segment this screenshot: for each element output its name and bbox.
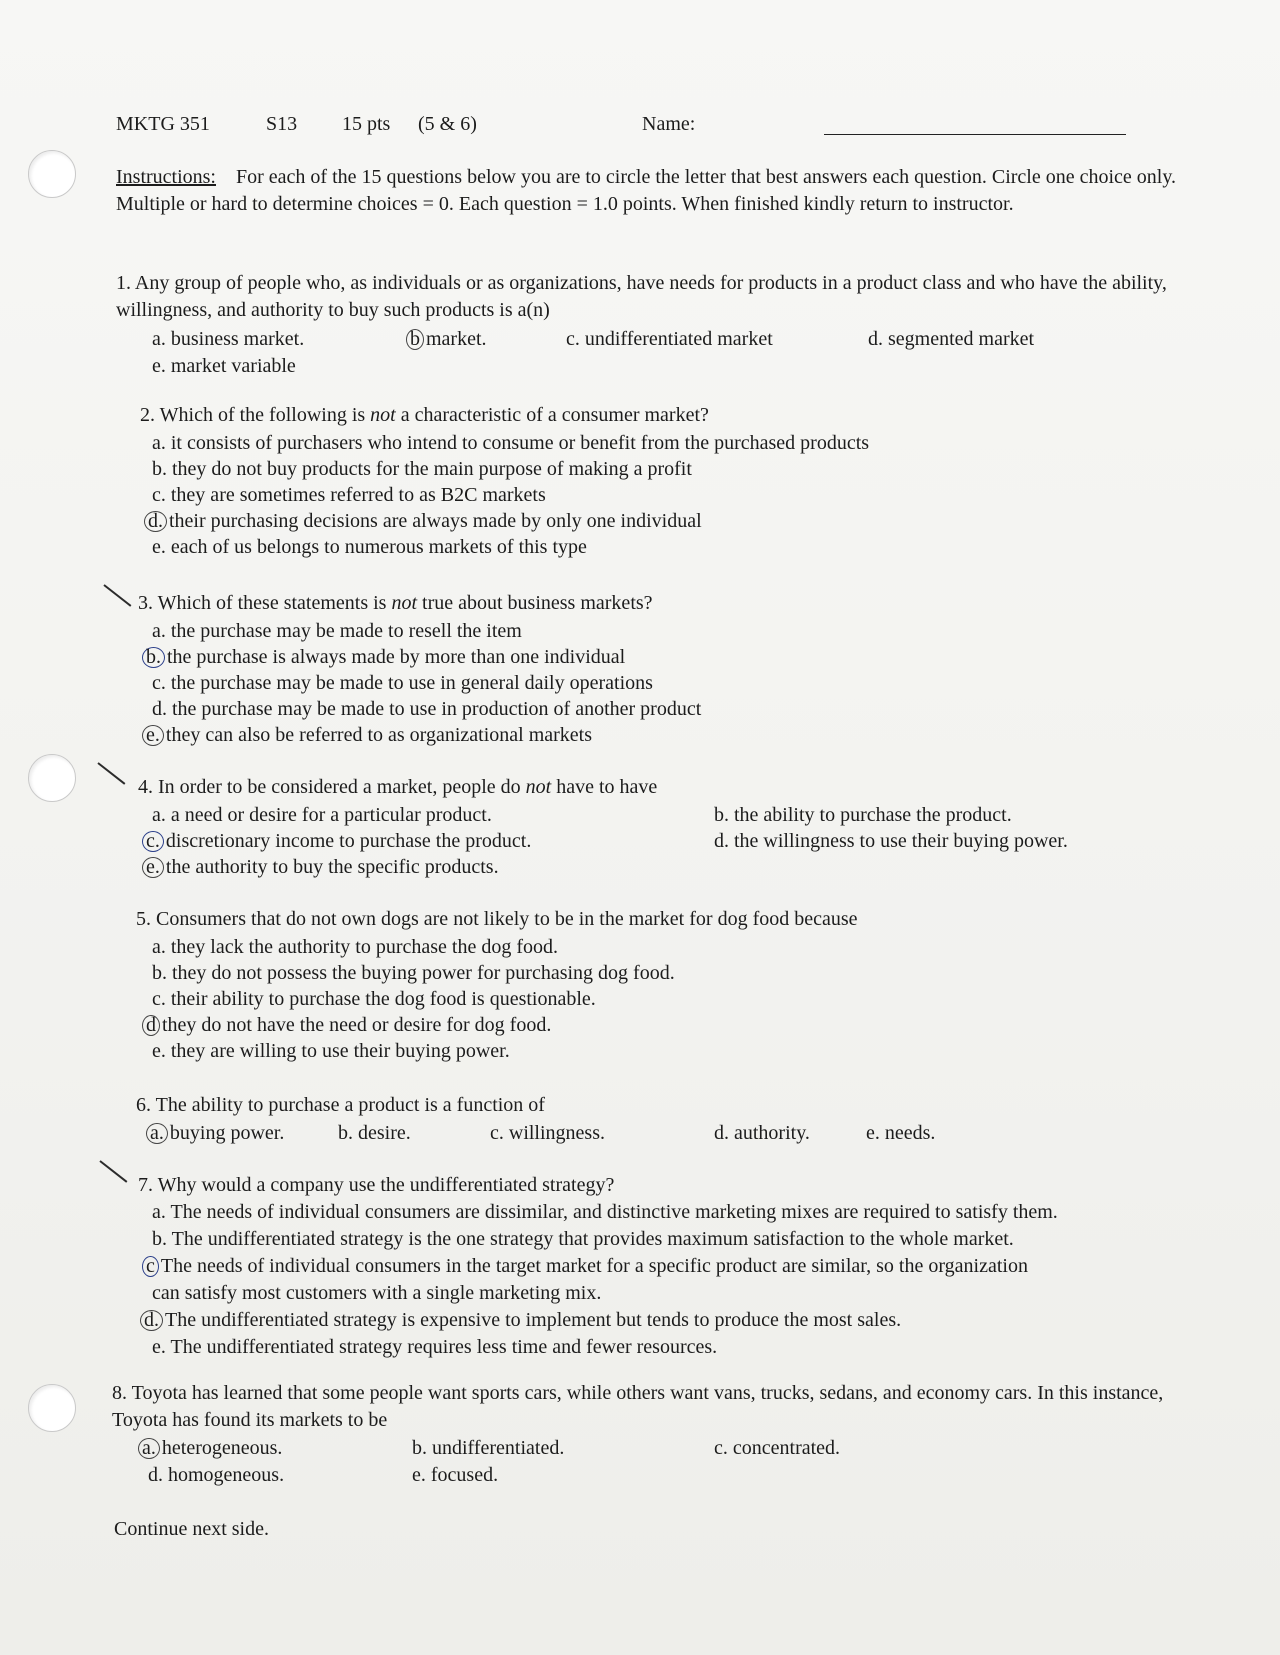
question-stem: 4. In order to be considered a market, people do not have to have (138, 776, 658, 798)
option-d[interactable]: d. segmented market (868, 328, 1035, 350)
answer-circle: e. (142, 857, 164, 878)
option-c[interactable]: c. concentrated. (714, 1437, 841, 1459)
option-c[interactable]: c. the purchase may be made to use in general daily operations (152, 672, 653, 694)
punch-hole-middle (28, 754, 76, 802)
answer-circle: b (406, 329, 424, 350)
course-code: MKTG 351 (116, 113, 210, 135)
question-6 (116, 1092, 1216, 1144)
answer-circle: d (142, 1015, 160, 1036)
option-c[interactable]: c. their ability to purchase the dog food is questionable. (152, 988, 596, 1010)
question-stem: 6. The ability to purchase a product is a function of (136, 1094, 545, 1116)
punch-hole-top (28, 150, 76, 198)
option-a[interactable]: a. they lack the authority to purchase the dog food. (152, 936, 558, 958)
question-8 (112, 1380, 1212, 1486)
question-stem: 7. Why would a company use the undifferentiated strategy? (138, 1174, 615, 1196)
question-stem: 5. Consumers that do not own dogs are not likely to be in the market for dog food because (136, 908, 858, 930)
option-c[interactable]: c. they are sometimes referred to as B2C markets (152, 484, 546, 506)
answer-circle: d. (140, 1310, 163, 1331)
option-a[interactable]: a. a need or desire for a particular product. (152, 804, 492, 826)
question-3 (116, 590, 1216, 746)
option-d[interactable]: d. the willingness to use their buying power. (714, 830, 1068, 852)
question-stem: 2. Which of the following is not a characteristic of a consumer market? (140, 404, 709, 426)
question-stem: 1. Any group of people who, as individuals or as organizations, have needs for products in a product class and who have the ability, willingness, and authority to buy such products is a(n) (116, 272, 1167, 321)
name-label: Name: (642, 113, 696, 135)
continue-note: Continue next side. (114, 1518, 269, 1540)
option-d[interactable]: d they do not have the need or desire for dog food. (142, 1012, 551, 1039)
option-b[interactable]: b. the purchase is always made by more than one individual (142, 644, 625, 671)
option-e[interactable]: e. the authority to buy the specific products. (142, 854, 499, 881)
option-d[interactable]: d. The undifferentiated strategy is expensive to implement but tends to produce the most sales. (140, 1307, 901, 1334)
question-7 (116, 1172, 1216, 1358)
question-4 (116, 774, 1216, 878)
answer-circle: e. (142, 725, 164, 746)
option-b[interactable]: b. desire. (338, 1122, 411, 1144)
option-a[interactable]: a. buying power. (146, 1120, 284, 1147)
option-a[interactable]: a. business market. (152, 328, 305, 350)
instructions (116, 164, 1216, 218)
answer-circle: d. (144, 511, 167, 532)
option-e[interactable]: e. market variable (152, 355, 296, 377)
question-stem: 3. Which of these statements is not true about business markets? (138, 592, 653, 614)
question-1 (116, 270, 1216, 377)
option-b[interactable]: b. the ability to purchase the product. (714, 804, 1012, 826)
option-e[interactable]: e. they are willing to use their buying power. (152, 1040, 510, 1062)
option-c-continued: can satisfy most customers with a single marketing mix. (152, 1282, 602, 1304)
option-a[interactable]: a. heterogeneous. (138, 1435, 282, 1462)
option-b[interactable]: b market. (406, 326, 487, 353)
option-d[interactable]: d. homogeneous. (148, 1464, 285, 1486)
option-e[interactable]: e. The undifferentiated strategy requires less time and fewer resources. (152, 1336, 718, 1358)
option-a[interactable]: a. it consists of purchasers who intend to consume or benefit from the purchased products (152, 432, 870, 454)
option-e[interactable]: e. they can also be referred to as organizational markets (142, 722, 592, 749)
answer-circle: a. (146, 1123, 168, 1144)
option-c[interactable]: c The needs of individual consumers in the target market for a specific product are similar, so the organization (142, 1253, 1028, 1280)
option-e[interactable]: e. needs. (866, 1122, 936, 1144)
answer-circle: c (142, 1256, 159, 1277)
option-a[interactable]: a. the purchase may be made to resell the item (152, 620, 522, 642)
answer-circle: b. (142, 647, 165, 668)
name-field[interactable] (824, 134, 1126, 135)
option-b[interactable]: b. The undifferentiated strategy is the one strategy that provides maximum satisfaction to the whole market. (152, 1228, 1014, 1250)
option-d[interactable]: d. the purchase may be made to use in production of another product (152, 698, 702, 720)
term: S13 (266, 113, 298, 135)
option-b[interactable]: b. they do not buy products for the main purpose of making a profit (152, 458, 692, 480)
answer-circle: c. (142, 831, 164, 852)
option-c[interactable]: c. willingness. (490, 1122, 605, 1144)
option-e[interactable]: e. focused. (412, 1464, 499, 1486)
question-stem: 8. Toyota has learned that some people want sports cars, while others want vans, trucks, sedans, and economy cars. In this instance, Toyota has found its markets to be (112, 1382, 1164, 1431)
option-d[interactable]: d. authority. (714, 1122, 810, 1144)
instructions-label: Instructions: (116, 166, 216, 188)
option-a[interactable]: a. The needs of individual consumers are dissimilar, and distinctive marketing mixes are required to satisfy them. (152, 1201, 1058, 1223)
option-b[interactable]: b. undifferentiated. (412, 1437, 565, 1459)
answer-circle: a. (138, 1438, 160, 1459)
question-5 (116, 906, 1216, 1062)
option-c[interactable]: c. discretionary income to purchase the product. (142, 828, 531, 855)
option-e[interactable]: e. each of us belongs to numerous markets of this type (152, 536, 587, 558)
instructions-text: For each of the 15 questions below you are to circle the letter that best answers each question. Circle one choice only. Multiple or hard to determine choices = 0. Each question = 1.0 points. When finished kindly return to instructor. (116, 166, 1177, 215)
question-2 (116, 402, 1216, 558)
chapters: (5 & 6) (418, 113, 477, 135)
option-b[interactable]: b. they do not possess the buying power for purchasing dog food. (152, 962, 675, 984)
option-c[interactable]: c. undifferentiated market (566, 328, 773, 350)
punch-hole-bottom (28, 1384, 76, 1432)
option-d[interactable]: d. their purchasing decisions are always made by only one individual (144, 508, 702, 535)
points: 15 pts (342, 113, 391, 135)
